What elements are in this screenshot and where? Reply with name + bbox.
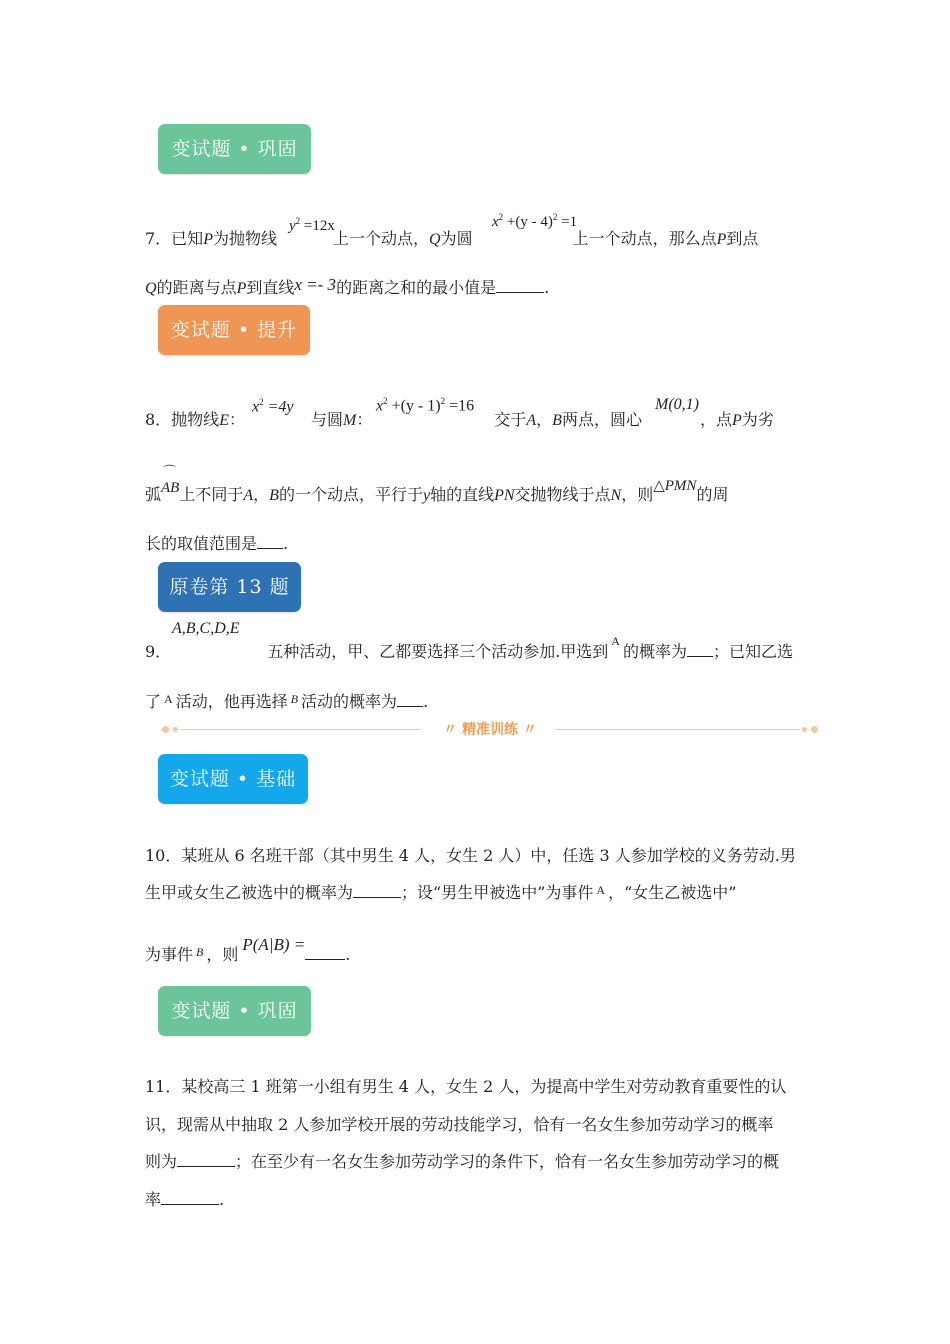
q8-number: 8．抛物线: [145, 410, 220, 429]
q8-var-pn: PN: [494, 487, 515, 504]
q10-line-2: [145, 880, 736, 903]
q9-text: ；已知乙选: [712, 642, 793, 661]
q8-text: ，: [253, 485, 270, 504]
q8-formula-circle: $x^2 +(y - 1)^2 =16$: [376, 396, 475, 415]
q7-text: 到点: [726, 229, 759, 248]
divider-line-right: [556, 729, 800, 730]
q8-var-a: A: [526, 412, 537, 429]
q9-var-b: B: [290, 692, 299, 706]
q8-var-b: B: [552, 412, 562, 429]
q11-text: 则为: [145, 1152, 178, 1171]
divider-dot: [811, 726, 818, 733]
q7-line-1: [145, 226, 758, 249]
q8-text: 的一个动点，平行于: [278, 485, 423, 504]
q10-text: ，“女生乙被选中”: [608, 883, 737, 902]
answer-blank[interactable]: [177, 1152, 235, 1167]
q11-text: 率: [145, 1190, 162, 1209]
q10-var-b: B: [196, 945, 204, 959]
q10-var-a: A: [596, 883, 606, 897]
q8-var-p: P: [731, 412, 742, 429]
q10-text: 为事件: [145, 945, 194, 964]
q11-line-1: 11．某校高三 1 班第一小组有男生 4 人，女生 2 人，为提高中学生对劳动教育重要性的认: [145, 1077, 787, 1096]
q8-var-e: E: [219, 412, 229, 429]
badge-variant-consolidate: 变试题 • 巩固: [158, 124, 311, 174]
q8-var-m: M: [343, 412, 357, 429]
q7-formula-parabola: $y^2 =12x$: [289, 216, 335, 234]
q7-var-q: Q: [145, 280, 157, 297]
q10-text: .: [345, 945, 351, 964]
answer-blank[interactable]: [397, 692, 423, 707]
q9-line-1: [145, 634, 793, 662]
q8-text: 为劣: [741, 410, 774, 429]
q9-line-2: [145, 689, 428, 712]
q11-line-2: 识，现需从中抽取 2 人参加学校开展的劳动技能学习，恰有一名女生参加劳动学习的概率: [145, 1115, 774, 1134]
q8-triangle: △PMN: [653, 478, 697, 494]
arc-mark-icon: ⌒: [163, 465, 177, 480]
q8-text: 两点，圆心: [561, 410, 642, 429]
q10-text: 生甲或女生乙被选中的概率为: [145, 883, 354, 902]
q7-text: 的距离与点: [156, 278, 237, 297]
q8-text: 交抛物线于点: [514, 485, 611, 504]
q8-text: 与圆: [310, 410, 343, 429]
badge-variant-improve: 变试题 • 提升: [158, 305, 310, 355]
q7-text: 上一个动点，: [332, 229, 429, 248]
q8-text: ：: [356, 410, 373, 429]
answer-blank[interactable]: [687, 642, 713, 657]
q8-text: ，: [536, 410, 553, 429]
q8-text: ，点: [699, 410, 732, 429]
answer-blank[interactable]: [496, 278, 544, 293]
q11-line-4: [145, 1187, 224, 1210]
q9-text: 五种活动，甲、乙都要选择三个活动参加.甲选到: [267, 642, 609, 661]
q8-line-3: [145, 531, 288, 554]
q8-var-b: B: [269, 487, 279, 504]
q9-text: 活动，他再选择: [175, 692, 288, 711]
divider-dot: [802, 727, 807, 732]
q11-text: .: [219, 1190, 225, 1209]
q9-text: 了: [145, 692, 162, 711]
q10-text: ；设“男生甲被选中”为事件: [401, 883, 594, 902]
q7-text: 到直线: [246, 278, 295, 297]
q8-text: 上不同于: [179, 485, 244, 504]
q11-line-3: [145, 1149, 779, 1172]
q7-formula-line: x =- 3: [294, 275, 337, 294]
slash-deco-icon: 〃: [443, 722, 458, 738]
q8-line-2: [145, 465, 729, 505]
q8-text: ，则: [621, 485, 654, 504]
q9-number: 9．: [145, 642, 172, 661]
q9-text: .: [423, 692, 429, 711]
q9-var-a: A: [164, 692, 173, 706]
q8-text: ：: [228, 410, 245, 429]
q9-text: 的概率为: [622, 642, 687, 661]
q10-text: ，则: [206, 945, 239, 964]
q7-var-p: P: [236, 280, 247, 297]
q7-text: .: [544, 278, 550, 297]
section-divider: [160, 718, 820, 742]
badge-variant-basic: 变试题 • 基础: [158, 754, 308, 804]
q8-text: 弧: [145, 485, 162, 504]
q9-set: A,B,C,D,E: [172, 620, 240, 637]
q8-var-n: N: [610, 487, 622, 504]
q7-text: 上一个动点，那么点: [572, 229, 717, 248]
q9-text: 活动的概率为: [301, 692, 398, 711]
answer-blank[interactable]: [353, 883, 401, 898]
q8-text: .: [283, 534, 289, 553]
q7-line-2: [145, 275, 549, 298]
q9-var-a: A: [611, 634, 620, 648]
q7-number: 7．已知: [145, 229, 204, 248]
q8-var-y: y: [422, 487, 431, 504]
q8-text: 交于: [494, 410, 527, 429]
q8-arc-ab: AB: [161, 480, 180, 496]
q8-var-a: A: [243, 487, 254, 504]
q7-var-q: Q: [429, 231, 441, 248]
answer-blank[interactable]: [257, 534, 283, 549]
q10-line-1: 10．某班从 6 名班干部（其中男生 4 人，女生 2 人）中，任选 3 人参加学校的义务劳动.男: [145, 846, 796, 865]
q11-text: ；在至少有一名女生参加劳动学习的条件下，恰有一名女生参加劳动学习的概: [235, 1152, 780, 1171]
q10-line-3: [145, 935, 351, 965]
q8-text: 长的取值范围是: [145, 534, 258, 553]
q8-text: 的周: [696, 485, 729, 504]
q10-formula-conditional: P(A|B) =: [242, 935, 306, 954]
answer-blank[interactable]: [305, 945, 345, 960]
q8-text: 轴的直线: [430, 485, 495, 504]
q7-formula-circle: $x^2 +(y - 4)^2 =1$: [492, 212, 578, 230]
q8-formula-parabola: $x^2 =4y$: [252, 397, 294, 416]
divider-title: 精准训练: [462, 722, 518, 738]
q7-text: 为抛物线: [212, 229, 277, 248]
answer-blank[interactable]: [161, 1190, 219, 1205]
slash-deco-icon: 〃: [522, 722, 537, 738]
q7-var-p: P: [716, 231, 727, 248]
badge-variant-consolidate: 变试题 • 巩固: [158, 986, 311, 1036]
badge-original-q13: 原卷第 13 题: [158, 562, 301, 612]
q7-text: 的距离之和的最小值是: [336, 278, 497, 297]
q7-text: 为圆: [440, 229, 473, 248]
q7-var-p: P: [203, 231, 213, 248]
q8-formula-center: M(0,1): [655, 396, 699, 413]
